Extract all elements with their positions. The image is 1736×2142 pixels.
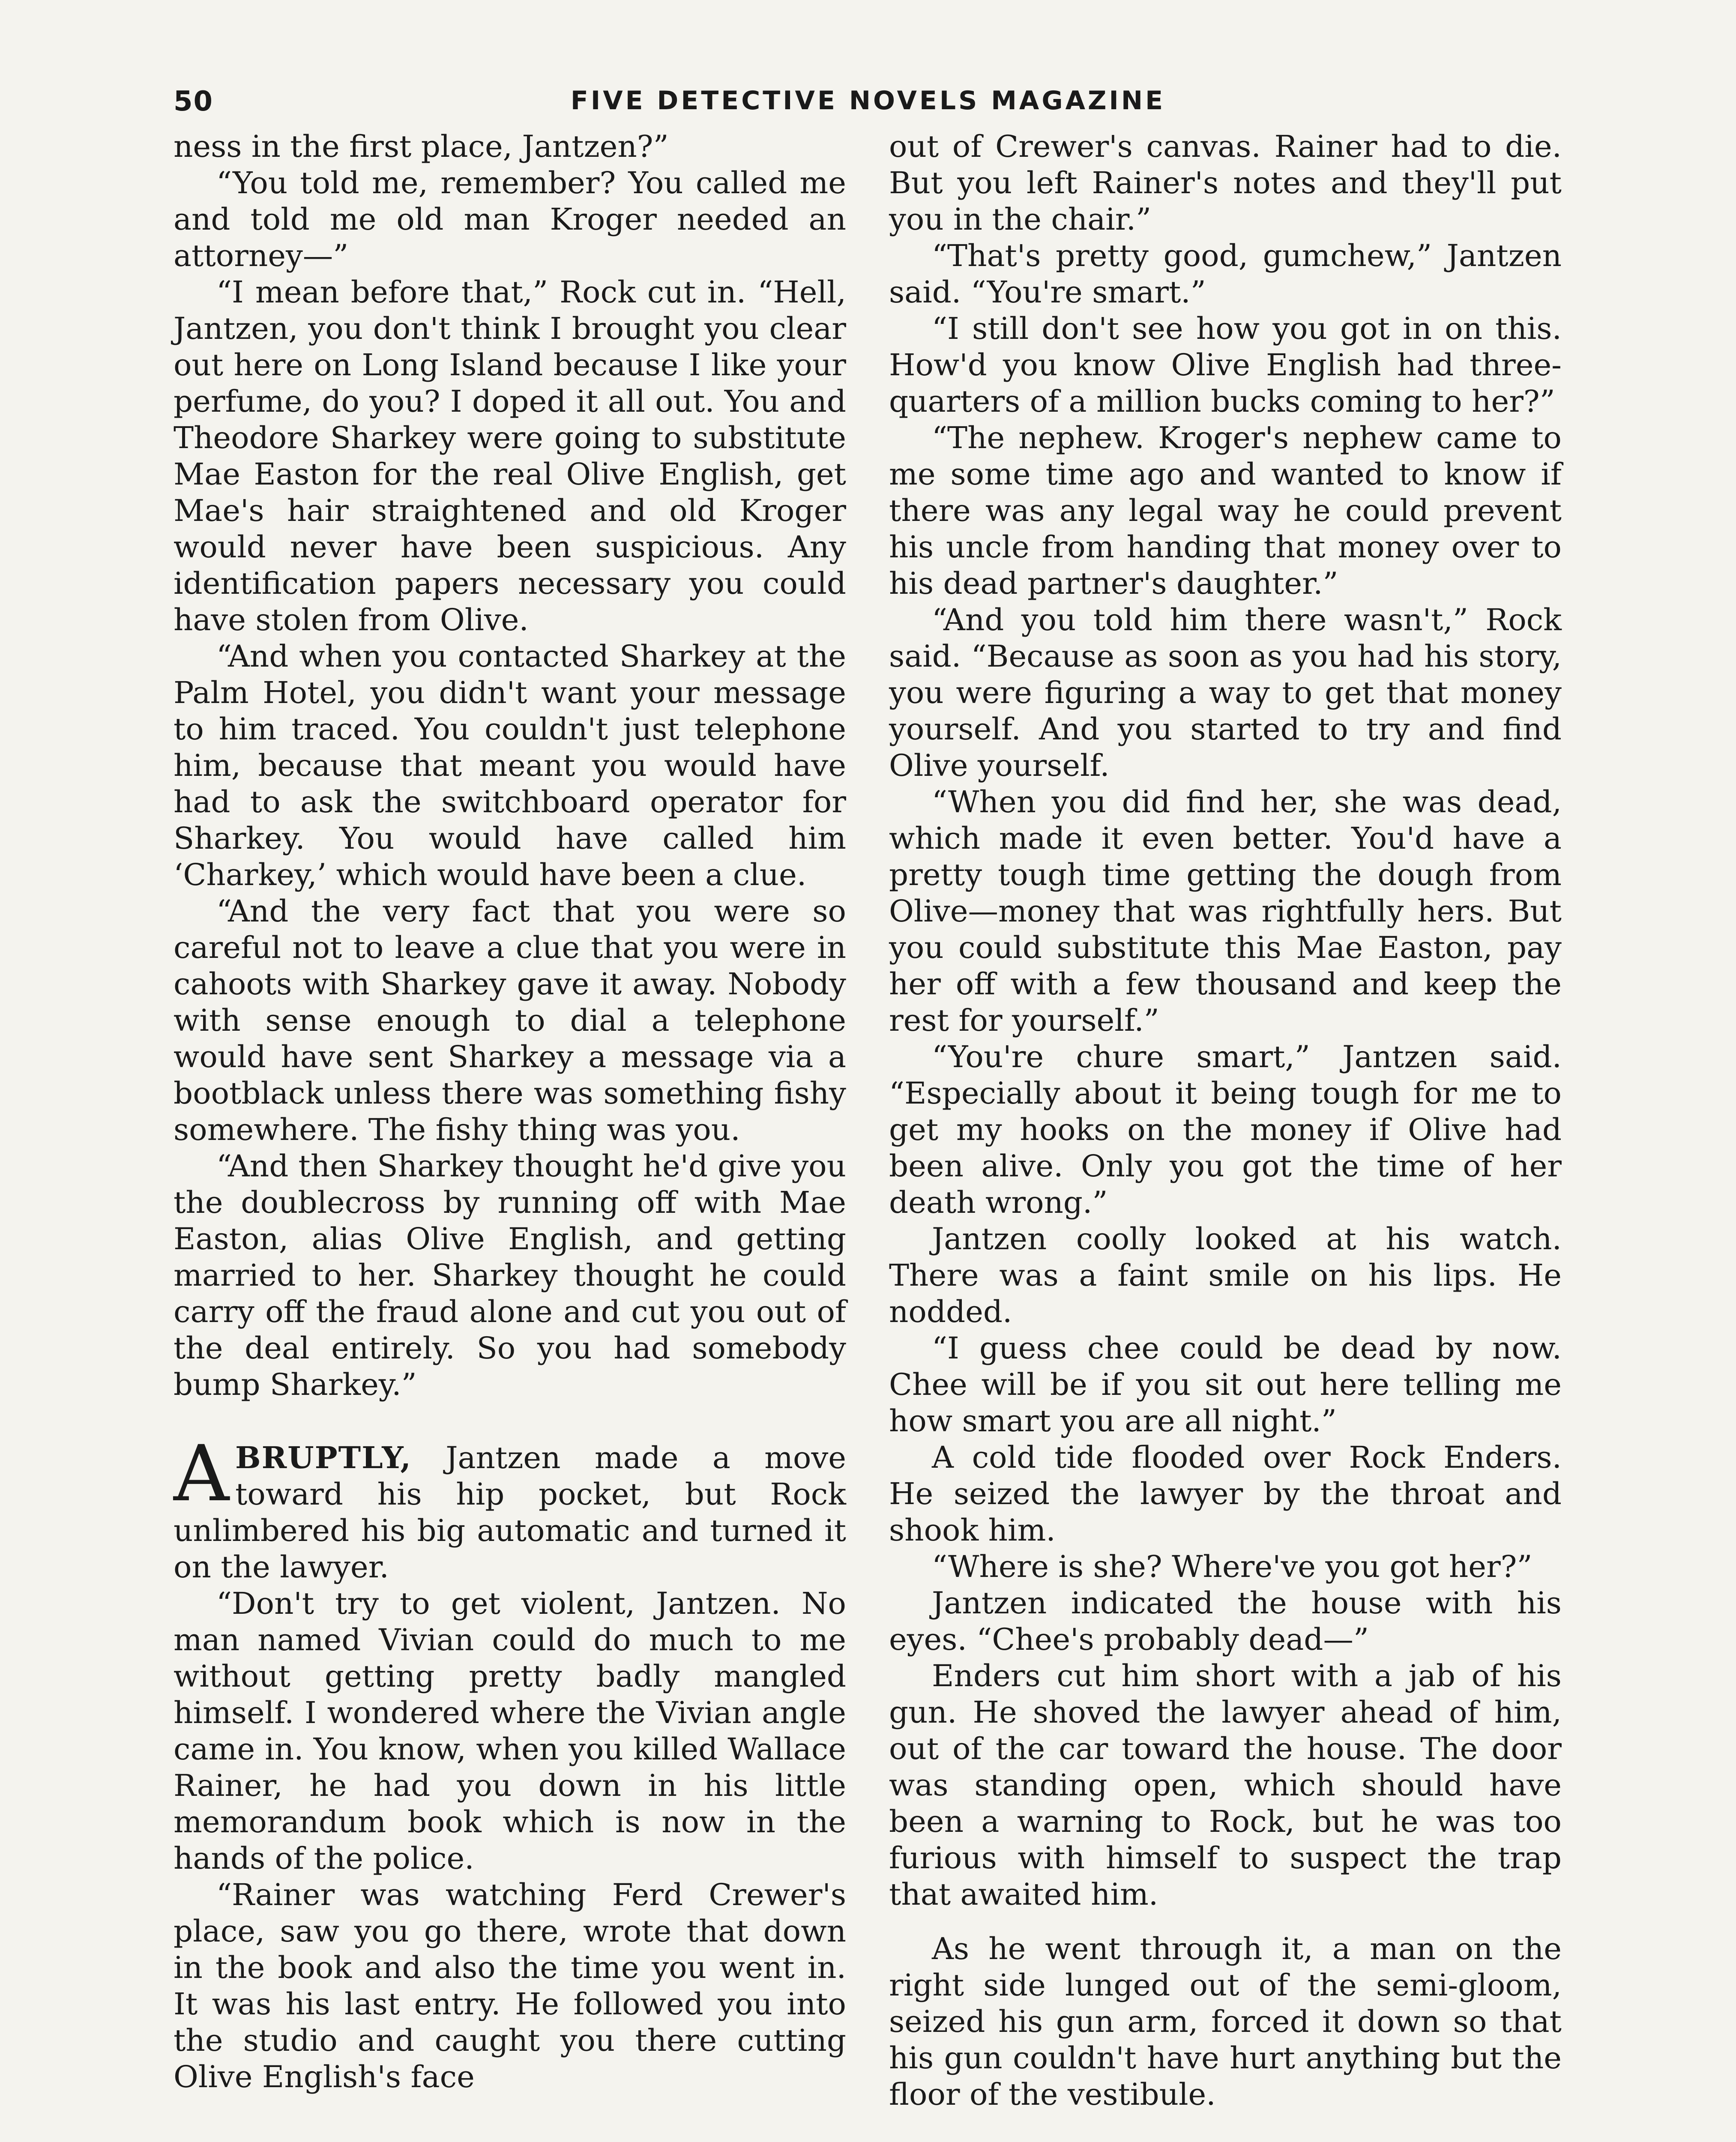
paragraph: ness in the first place, Jantzen?”: [174, 129, 669, 164]
paragraph: “I guess chee could be dead by now. Chee will be if you sit out here telling me how smart you are all night.”: [889, 1331, 1562, 1439]
paragraph: “When you did find her, she was dead, which made it even better. You'd have a pretty tough time getting the dough from Olive—money that was rightfully hers. But you could substitute this Mae Easton, pay her off with a few thousand and keep the rest for yourself.”: [889, 784, 1562, 1038]
paragraph: Enders cut him short with a jab of his gun. He shoved the lawyer ahead of him, out of the car toward the house. The door was standing open, which should have been a warning to Rock, but he was too furious with himself to suspect the trap that awaited him.: [889, 1658, 1562, 1912]
paragraph: “You told me, remember? You called me and told me old man Kroger needed an attorney—”: [174, 165, 846, 273]
paragraph: Jantzen coolly looked at his watch. There was a faint smile on his lips. He nodded.: [889, 1221, 1562, 1329]
running-head: FIVE DETECTIVE NOVELS MAGAZINE: [570, 86, 1166, 116]
paragraph: “And when you contacted Sharkey at the Palm Hotel, you didn't want your message to him traced. You couldn't just telephone him, because that meant you would have had to ask the switchboard operator for Sharkey. You would have called him ‘Charkey,’ which would have been a clue.: [174, 639, 846, 892]
paragraph: “The nephew. Kroger's nephew came to me some time ago and wanted to know if there was any legal way he could prevent his uncle from handing that money over to his dead partner's daughter.”: [889, 420, 1562, 601]
left-column: [174, 129, 846, 2095]
right-column: [889, 129, 1562, 2113]
lead-in-words: BRUPTLY,: [235, 1440, 412, 1475]
drop-cap: A: [174, 1429, 229, 1519]
paragraph: “I still don't see how you got in on this. How'd you know Olive English had three-quarters of a million bucks coming to her?”: [889, 311, 1562, 419]
paragraph: “Don't try to get violent, Jantzen. No man named Vivian could do much to me without getting pretty badly mangled himself. I wondered where the Vivian angle came in. You know, when you killed Wallace Rainer, he had you down in his little memorandum book which is now in the hands of the police.: [174, 1586, 846, 1876]
paragraph: “Where is she? Where've you got her?”: [932, 1549, 1532, 1584]
paragraph: out of Crewer's canvas. Rainer had to die. But you left Rainer's notes and they'll put you in the chair.”: [889, 129, 1562, 237]
paragraph: “You're chure smart,” Jantzen said. “Especially about it being tough for me to get my hooks on the money if Olive had been alive. Only you got the time of her death wrong.”: [889, 1039, 1562, 1220]
paragraph: “That's pretty good, gumchew,” Jantzen said. “You're smart.”: [889, 238, 1562, 310]
paragraph-text: Jantzen made a move toward his hip pocket, but Rock unlimbered his big automatic and turned it on the lawyer.: [174, 1440, 846, 1585]
paragraph: “Rainer was watching Ferd Crewer's place, saw you go there, wrote that down in the book and also the time you went in. It was his last entry. He followed you into the studio and caught you there cutting Olive English's face: [174, 1877, 846, 2094]
paragraph: A cold tide flooded over Rock Enders. He seized the lawyer by the throat and shook him.: [889, 1440, 1562, 1548]
section-break-paragraph: [174, 1429, 846, 1586]
page-number: 50: [174, 86, 214, 117]
paragraph: “And the very fact that you were so careful not to leave a clue that you were in cahoots with Sharkey gave it away. Nobody with sense enough to dial a telephone would have sent Sharkey a message via a bootblack unless there was something fishy somewhere. The fishy thing was you.: [174, 894, 846, 1147]
paragraph: As he went through it, a man on the right side lunged out of the semi-gloom, seized his gun arm, forced it down so that his gun couldn't have hurt anything but the floor of the vestibule.: [889, 1931, 1562, 2112]
paragraph: “And you told him there wasn't,” Rock said. “Because as soon as you had his story, you were figuring a way to get that money yourself. And you started to try and find Olive yourself.: [889, 602, 1562, 783]
paragraph: Jantzen indicated the house with his eyes. “Chee's probably dead—”: [889, 1586, 1562, 1657]
paragraph: “And then Sharkey thought he'd give you the doublecross by running off with Mae Easton, alias Olive English, and getting married to her. Sharkey thought he could carry off the fraud alone and cut you out of the deal entirely. So you had somebody bump Sharkey.”: [174, 1149, 846, 1402]
paragraph: “I mean before that,” Rock cut in. “Hell, Jantzen, you don't think I brought you clear out here on Long Island because I like your perfume, do you? I doped it all out. You and Theodore Sharkey were going to substitute Mae Easton for the real Olive English, get Mae's hair straightened and old Kroger would never have been suspicious. Any identification papers necessary you could have stolen from Olive.: [174, 275, 846, 637]
